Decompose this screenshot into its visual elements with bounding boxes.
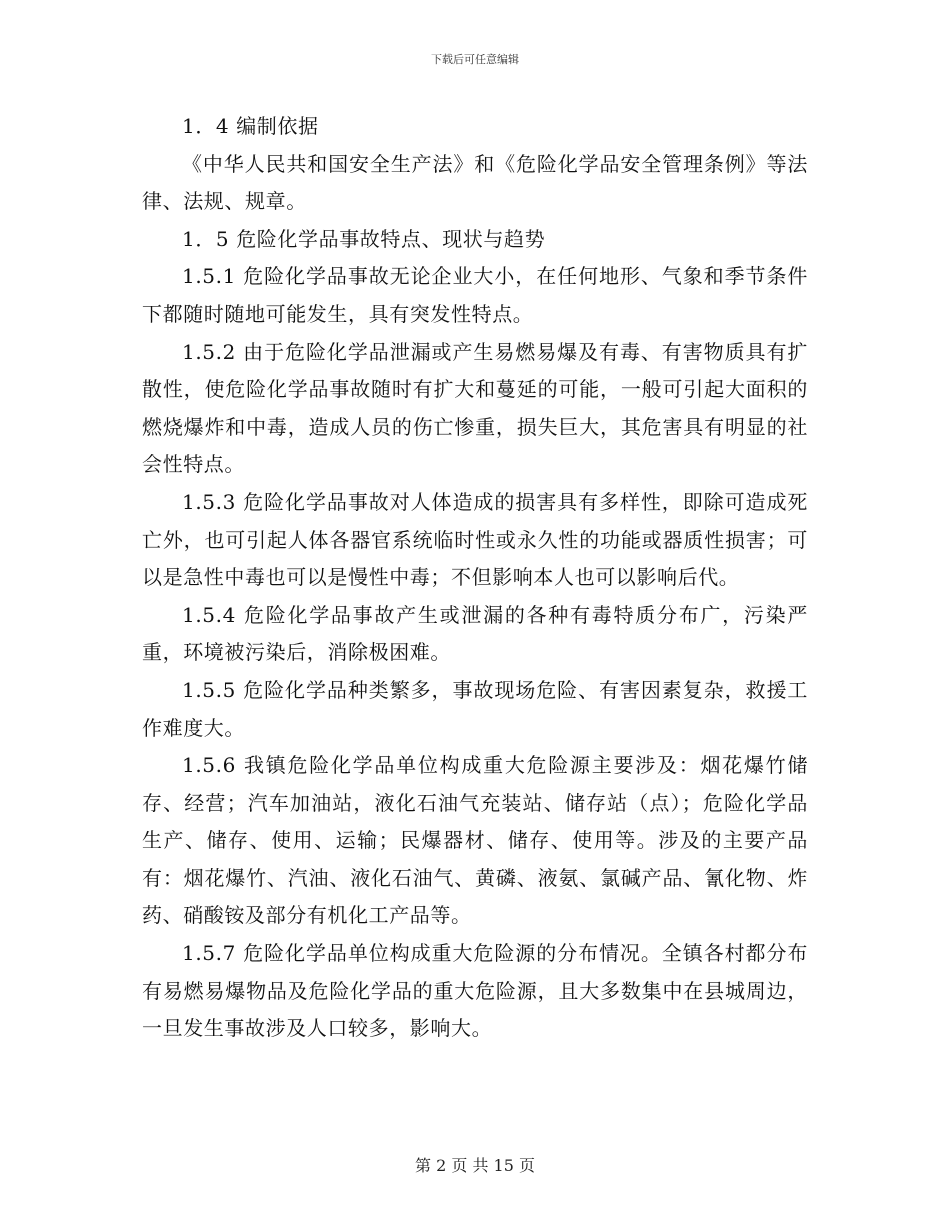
paragraph-1-5-3: 1.5.3 危险化学品事故对人体造成的损害具有多样性，即除可造成死亡外，也可引起人体各器官系统临时性或永久性的功能或器质性损害；可以是急性中毒也可以是慢性中毒；不但影响本人也可以影响后代。 [142,489,808,590]
paragraph-1-5-5: 1.5.5 危险化学品种类繁多，事故现场危险、有害因素复杂，救援工作难度大。 [142,677,808,740]
document-body [142,108,808,1048]
page-number-footer: 第 2 页 共 15 页 [415,1156,535,1175]
paragraph-1-5-4: 1.5.4 危险化学品事故产生或泄漏的各种有毒特质分布广，污染严重，环境被污染后，消除极困难。 [142,602,808,665]
paragraph-1-5-6: 1.5.6 我镇危险化学品单位构成重大危险源主要涉及：烟花爆竹储存、经营；汽车加油站，液化石油气充装站、储存站（点）；危险化学品生产、储存、使用、运输；民爆器材、储存、使用等。涉及的主要产品有：烟花爆竹、汽油、液化石油气、黄磷、液氨、氯碱产品、氰化物、炸药、硝酸铵及部分有机化工产品等。 [142,753,808,928]
section-heading-1-4: 1．4 编制依据 [182,114,319,138]
page-header-note: 下载后可任意编辑 [431,53,519,66]
paragraph-1-5-2: 1.5.2 由于危险化学品泄漏或产生易燃易爆及有毒、有害物质具有扩散性，使危险化学品事故随时有扩大和蔓延的可能，一般可引起大面积的燃烧爆炸和中毒，造成人员的伤亡惨重，损失巨大，其危害具有明显的社会性特点。 [142,339,808,477]
paragraph-1-5-7: 1.5.7 危险化学品单位构成重大危险源的分布情况。全镇各村都分布有易燃易爆物品及危险化学品的重大危险源，且大多数集中在县城周边，一旦发生事故涉及人口较多，影响大。 [142,941,808,1041]
section-heading-1-5: 1．5 危险化学品事故特点、现状与趋势 [182,226,546,251]
paragraph-legal-basis: 《中华人民共和国安全生产法》和《危险化学品安全管理条例》等法律、法规、规章。 [142,151,808,214]
paragraph-1-5-1: 1.5.1 危险化学品事故无论企业大小，在任何地形、气象和季节条件下都随时随地可能发生，具有突发性特点。 [142,264,808,326]
